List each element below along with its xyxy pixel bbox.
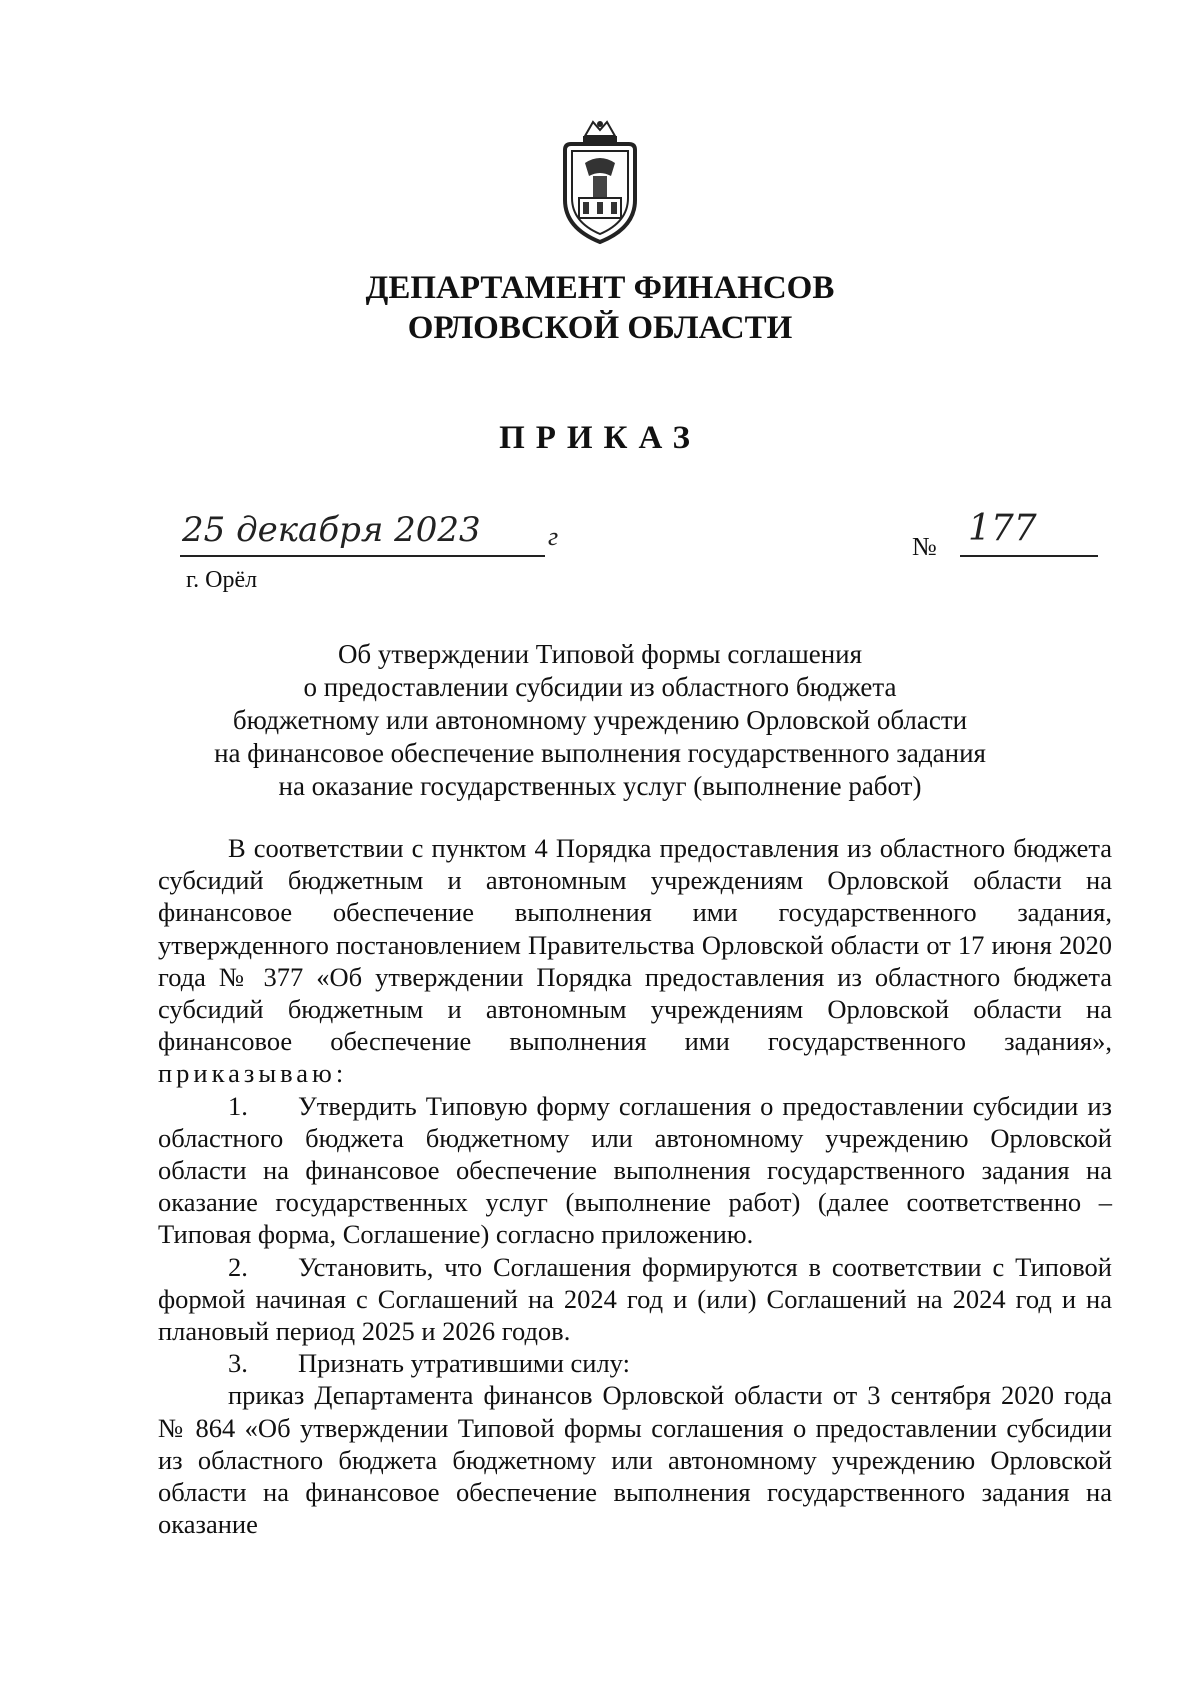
- city: г. Орёл: [186, 567, 258, 593]
- sub-item-1-text: приказ Департамента финансов Орловской области от 3 сентября 2020 года № 864 «Об утверждении Типовой формы соглашения о предоставлении субсидии из областного бюджета бюджетному или автономному учреждению Орловской области на финансовое обеспечение выполнения государственного задания на оказание: [158, 1380, 1112, 1540]
- title-line: бюджетному или автономному учреждению Орловской области: [232, 705, 968, 735]
- title-line: на оказание государственных услуг (выполнение работ): [278, 771, 922, 801]
- sub-item-1: [158, 1379, 1112, 1540]
- intro-text: В соответствии с пунктом 4 Порядка предоставления из областного бюджета субсидий бюджетным и автономным учреждениям Орловской области на финансовое обеспечение выполнения ими государственного задания, утвержденного постановлением Правительства Орловской области от 17 июня 2020 года № 377 «Об утверждении Порядка предоставления из областного бюджета субсидий бюджетным и автономным учреждениям Орловской области на финансовое обеспечение выполнения ими государственного задания»,: [158, 833, 1112, 1057]
- title-line: на финансовое обеспечение выполнения государственного задания: [214, 738, 986, 768]
- intro-paragraph: [158, 832, 1112, 1090]
- organization-name: [0, 268, 1200, 348]
- item-1: [158, 1090, 1112, 1251]
- order-word: приказываю:: [158, 1058, 348, 1089]
- handwritten-number: 177: [968, 508, 1037, 549]
- item-2-text: Установить, что Соглашения формируются в соответствии с Типовой формой начиная с Соглашений на 2024 год и (или) Соглашений на 2024 год и на плановый период 2025 и 2026 годов.: [158, 1251, 1112, 1347]
- title-line: Об утверждении Типовой формы соглашения: [337, 639, 863, 669]
- date-suffix: г: [548, 522, 559, 551]
- org-line-1: ДЕПАРТАМЕНТ ФИНАНСОВ: [365, 270, 835, 306]
- date-underline: [180, 555, 545, 557]
- item-1-number: 1.: [228, 1090, 248, 1121]
- document-body: [158, 832, 1112, 1540]
- number-underline: [960, 555, 1098, 557]
- item-3-number: 3.: [228, 1348, 248, 1379]
- handwritten-date: 25 декабря 2023: [182, 510, 481, 550]
- number-label: №: [912, 532, 937, 561]
- item-2-number: 2.: [228, 1251, 248, 1282]
- document-type: ПРИКАЗ: [499, 420, 701, 456]
- item-3-text: Признать утратившими силу:: [298, 1348, 630, 1379]
- title-line: о предоставлении субсидии из областного бюджета: [303, 672, 897, 702]
- item-2: [158, 1251, 1112, 1348]
- org-line-2: ОРЛОВСКОЙ ОБЛАСТИ: [407, 310, 793, 346]
- coat-of-arms-icon: [555, 118, 645, 248]
- item-1-text: Утвердить Типовую форму соглашения о предоставлении субсидии из областного бюджета бюджетному или автономному учреждению Орловской области на финансовое обеспечение выполнения государственного задания на оказание государственных услуг (выполнение работ) (далее соответственно – Типовая форма, Соглашение) согласно приложению.: [158, 1090, 1112, 1250]
- item-3: [158, 1347, 1112, 1379]
- document-title: [150, 638, 1050, 803]
